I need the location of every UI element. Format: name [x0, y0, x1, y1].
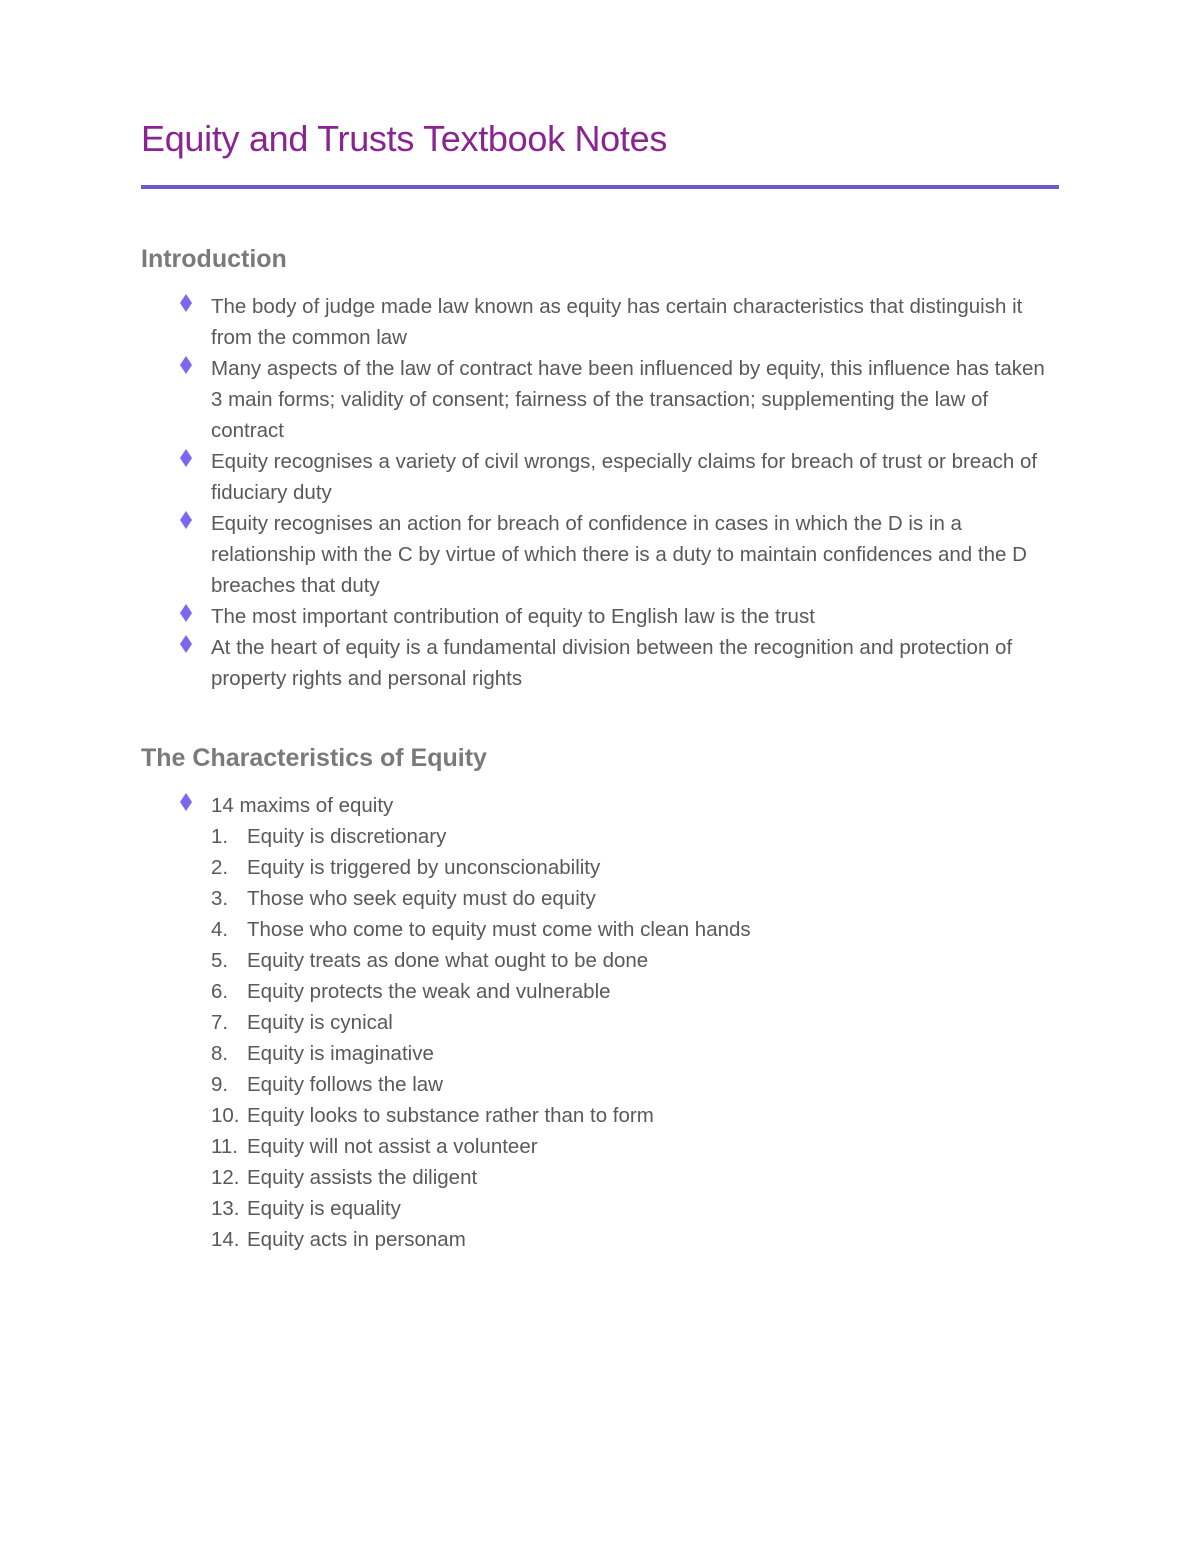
item-number: 12.	[211, 1166, 240, 1189]
item-number: 11.	[211, 1135, 238, 1158]
list-item	[141, 291, 1059, 353]
bullet-text: Equity recognises a variety of civil wrongs, especially claims for breach of trust or breach of fiduciary duty	[211, 450, 1038, 504]
characteristics-bullet-list	[141, 790, 1059, 821]
list-item	[141, 790, 1059, 821]
title-underline-rule	[141, 185, 1059, 189]
list-item	[141, 632, 1059, 694]
numbered-item	[141, 1069, 1059, 1100]
diamond-bullet-icon	[179, 791, 193, 813]
diamond-bullet-icon	[179, 602, 193, 624]
document-title: Equity and Trusts Textbook Notes	[141, 118, 668, 159]
numbered-item	[141, 914, 1059, 945]
item-number: 13.	[211, 1197, 240, 1220]
numbered-item	[141, 883, 1059, 914]
bullet-text: The body of judge made law known as equity has certain characteristics that distinguish it from the common law	[211, 295, 1023, 349]
item-number: 7.	[211, 1011, 229, 1034]
numbered-item	[141, 1100, 1059, 1131]
numbered-item	[141, 945, 1059, 976]
numbered-item	[141, 976, 1059, 1007]
item-text: Equity follows the law	[247, 1073, 443, 1096]
item-number: 9.	[211, 1073, 229, 1096]
list-item	[141, 601, 1059, 632]
diamond-bullet-icon	[179, 633, 193, 655]
numbered-item	[141, 1131, 1059, 1162]
bullet-text: 14 maxims of equity	[211, 794, 394, 817]
item-text: Equity assists the diligent	[247, 1166, 478, 1189]
item-number: 4.	[211, 918, 229, 941]
numbered-item	[141, 821, 1059, 852]
item-text: Those who come to equity must come with clean hands	[247, 918, 751, 941]
item-text: Equity treats as done what ought to be done	[247, 949, 649, 972]
item-text: Equity acts in personam	[247, 1228, 466, 1251]
bullet-text: At the heart of equity is a fundamental division between the recognition and protection of property rights and personal rights	[211, 636, 1013, 690]
item-text: Equity is discretionary	[247, 825, 447, 848]
list-item	[141, 353, 1059, 446]
numbered-item	[141, 852, 1059, 883]
item-number: 2.	[211, 856, 229, 879]
item-text: Equity is cynical	[247, 1011, 393, 1034]
bullet-text: The most important contribution of equity to English law is the trust	[211, 605, 815, 628]
item-text: Equity looks to substance rather than to form	[247, 1104, 654, 1127]
diamond-bullet-icon	[179, 354, 193, 376]
item-text: Equity is equality	[247, 1197, 401, 1220]
item-text: Equity will not assist a volunteer	[247, 1135, 538, 1158]
bullet-text: Many aspects of the law of contract have been influenced by equity, this influence has taken 3 main forms; validity of consent; fairness of the transaction; supplementing the law of contract	[211, 357, 1045, 442]
item-number: 6.	[211, 980, 229, 1003]
item-number: 14.	[211, 1228, 240, 1251]
numbered-item	[141, 1007, 1059, 1038]
diamond-bullet-icon	[179, 509, 193, 531]
introduction-bullet-list	[141, 291, 1059, 694]
maxims-numbered-list	[141, 821, 1059, 1255]
section-heading-introduction: Introduction	[141, 245, 287, 273]
item-text: Those who seek equity must do equity	[247, 887, 596, 910]
item-number: 8.	[211, 1042, 229, 1065]
item-number: 3.	[211, 887, 229, 910]
numbered-item	[141, 1224, 1059, 1255]
list-item	[141, 508, 1059, 601]
item-text: Equity protects the weak and vulnerable	[247, 980, 611, 1003]
section-heading-characteristics: The Characteristics of Equity	[141, 744, 487, 772]
numbered-item	[141, 1038, 1059, 1069]
item-number: 10.	[211, 1104, 240, 1127]
item-text: Equity is triggered by unconscionability	[247, 856, 601, 879]
numbered-item	[141, 1193, 1059, 1224]
item-number: 5.	[211, 949, 229, 972]
list-item	[141, 446, 1059, 508]
item-number: 1.	[211, 825, 229, 848]
bullet-text: Equity recognises an action for breach of confidence in cases in which the D is in a relationship with the C by virtue of which there is a duty to maintain confidences and the D breaches that duty	[211, 512, 1027, 597]
diamond-bullet-icon	[179, 447, 193, 469]
item-text: Equity is imaginative	[247, 1042, 434, 1065]
numbered-item	[141, 1162, 1059, 1193]
diamond-bullet-icon	[179, 292, 193, 314]
